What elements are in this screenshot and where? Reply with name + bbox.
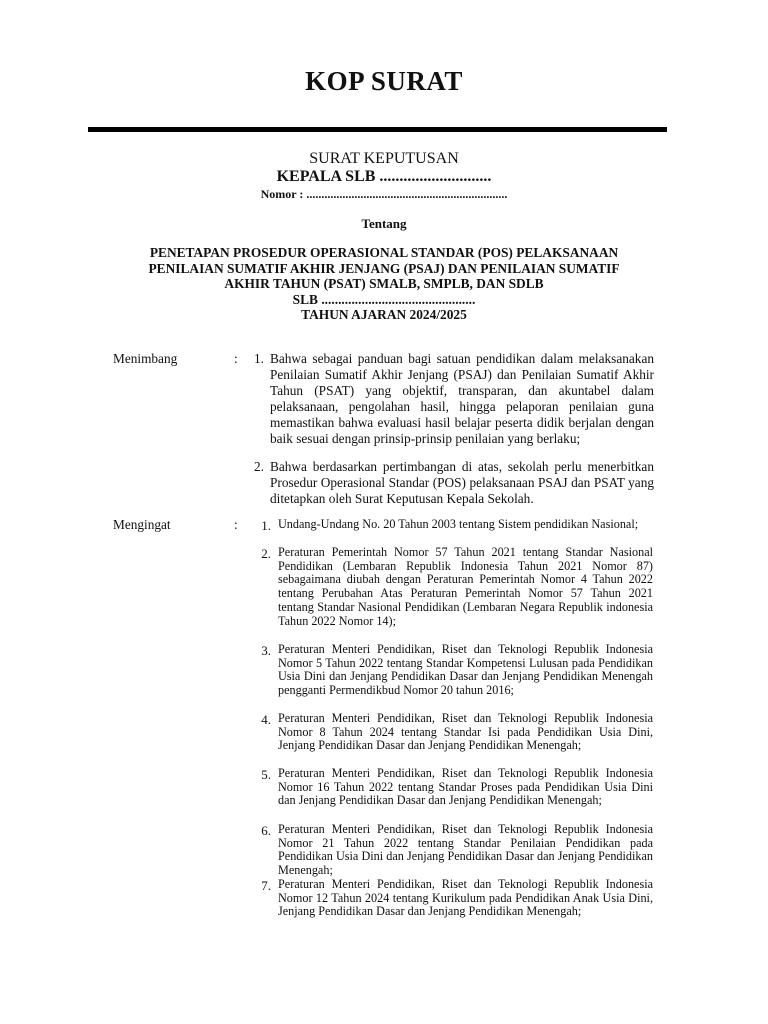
- menimbang-colon: :: [234, 351, 238, 366]
- item-text: Peraturan Menteri Pendidikan, Riset dan Teknologi Republik Indonesia Nomor 5 Tahun 2022 tentang Standar Kompetensi Lulusan pada Pendidikan Usia Dini dan Jenjang Pendidikan Dasar dan Jenjang Pendidikan Menengah pengganti Permendikbud Nomor 20 tahun 2016;: [278, 642, 653, 698]
- item-text: Bahwa sebagai panduan bagi satuan pendidikan dalam melaksanakan Penilaian Sumatif Akhir Jenjang (PSAJ) dan Penilaian Sumatif Akhir Tahun (PSAT) yang objektif, transparan, dan akuntabel dalam pelaksanaan, pengolahan hasil, hingga pelaporan penilaian guna memastikan bahwa evaluasi hasil belajar peserta didik berjalan dengan baik sesuai dengan prinsip-prinsip penilaian yang berlaku;: [270, 351, 654, 446]
- decree-number: Nomor : ...................................................................: [260, 187, 508, 201]
- item-number: 5.: [261, 767, 271, 782]
- mengingat-item: [261, 545, 653, 628]
- subject-line: AKHIR TAHUN (PSAT) SMALB, SMPLB, DAN SDLB: [224, 276, 544, 291]
- item-text: Undang-Undang No. 20 Tahun 2003 tentang Sistem pendidikan Nasional;: [278, 517, 639, 531]
- menimbang-item: [254, 459, 654, 507]
- letterhead-title: KOP SURAT: [305, 66, 463, 96]
- item-number: 3.: [261, 643, 271, 658]
- item-text: Peraturan Pemerintah Nomor 57 Tahun 2021 tentang Standar Nasional Pendidikan (Lembaran Republik Indonesia Tahun 2021 Nomor 87) sebagaimana diubah dengan Peraturan Pemerintah Nomor 4 Tahun 2022 tentang Perubahan Atas Peraturan Pemerintah Nomor 57 Tahun 2021 tentang Standar Nasional Pendidikan (Lembaran Negara Republik indonesia Tahun 2022 Nomor 14);: [278, 545, 653, 628]
- item-text: Peraturan Menteri Pendidikan, Riset dan Teknologi Republik Indonesia Nomor 12 Tahun 2024 tentang Kurikulum pada Pendidikan Anak Usia Dini, Jenjang Pendidikan Dasar dan Jenjang Pendidikan Menengah;: [278, 877, 653, 919]
- item-number: 2.: [254, 459, 264, 474]
- item-text: Peraturan Menteri Pendidikan, Riset dan Teknologi Republik Indonesia Nomor 16 Tahun 2022 tentang Standar Proses pada Pendidikan Usia Dini dan Jenjang Pendidikan Dasar dan Jenjang Pendidikan Menengah;: [278, 766, 653, 808]
- item-text: Peraturan Menteri Pendidikan, Riset dan Teknologi Republik Indonesia Nomor 8 Tahun 2024 tentang Standar Isi pada Pendidikan Usia Dini, Jenjang Pendidikan Dasar dan Jenjang Pendidikan Menengah;: [278, 711, 653, 753]
- mengingat-label: Mengingat: [113, 517, 171, 532]
- mengingat-item: [261, 711, 653, 753]
- subject-line: TAHUN AJARAN 2024/2025: [301, 307, 467, 322]
- about-heading: Tentang: [361, 216, 407, 231]
- decree-subject: [110, 245, 658, 323]
- subject-line: PENILAIAN SUMATIF AKHIR JENJANG (PSAJ) DAN PENILAIAN SUMATIF: [148, 260, 620, 276]
- menimbang-label: Menimbang: [113, 351, 178, 366]
- mengingat-item: [261, 822, 653, 878]
- subject-line: PENETAPAN PROSEDUR OPERASIONAL STANDAR (POS) PELAKSANAAN: [149, 245, 619, 260]
- mengingat-item: [261, 877, 653, 919]
- item-number: 2.: [261, 546, 271, 561]
- decree-title: SURAT KEPUTUSAN: [309, 150, 459, 167]
- item-number: 1.: [261, 518, 271, 533]
- item-text: Peraturan Menteri Pendidikan, Riset dan Teknologi Republik Indonesia Nomor 21 Tahun 2022 tentang Standar Penilaian Pendidikan pada Pendidikan Usia Dini dan Jenjang Pendidikan Dasar dan Jenjang Pendidikan Menengah;: [278, 822, 653, 878]
- item-number: 6.: [261, 823, 271, 838]
- mengingat-item: [261, 642, 653, 698]
- subject-line: SLB ..............................................: [292, 291, 476, 307]
- item-number: 7.: [261, 878, 271, 893]
- item-text: Bahwa berdasarkan pertimbangan di atas, sekolah perlu menerbitkan Prosedur Operasional Standar (POS) pelaksanaan PSAJ dan PSAT yang ditetapkan oleh Surat Keputusan Kepala Sekolah.: [270, 459, 654, 506]
- menimbang-item: [254, 351, 654, 446]
- mengingat-item: [261, 766, 653, 808]
- item-number: 1.: [254, 351, 264, 366]
- mengingat-colon: :: [234, 517, 238, 532]
- item-number: 4.: [261, 712, 271, 727]
- mengingat-item: [261, 517, 653, 533]
- letterhead-divider: [88, 127, 667, 132]
- decree-issuer: KEPALA SLB ............................: [276, 168, 492, 185]
